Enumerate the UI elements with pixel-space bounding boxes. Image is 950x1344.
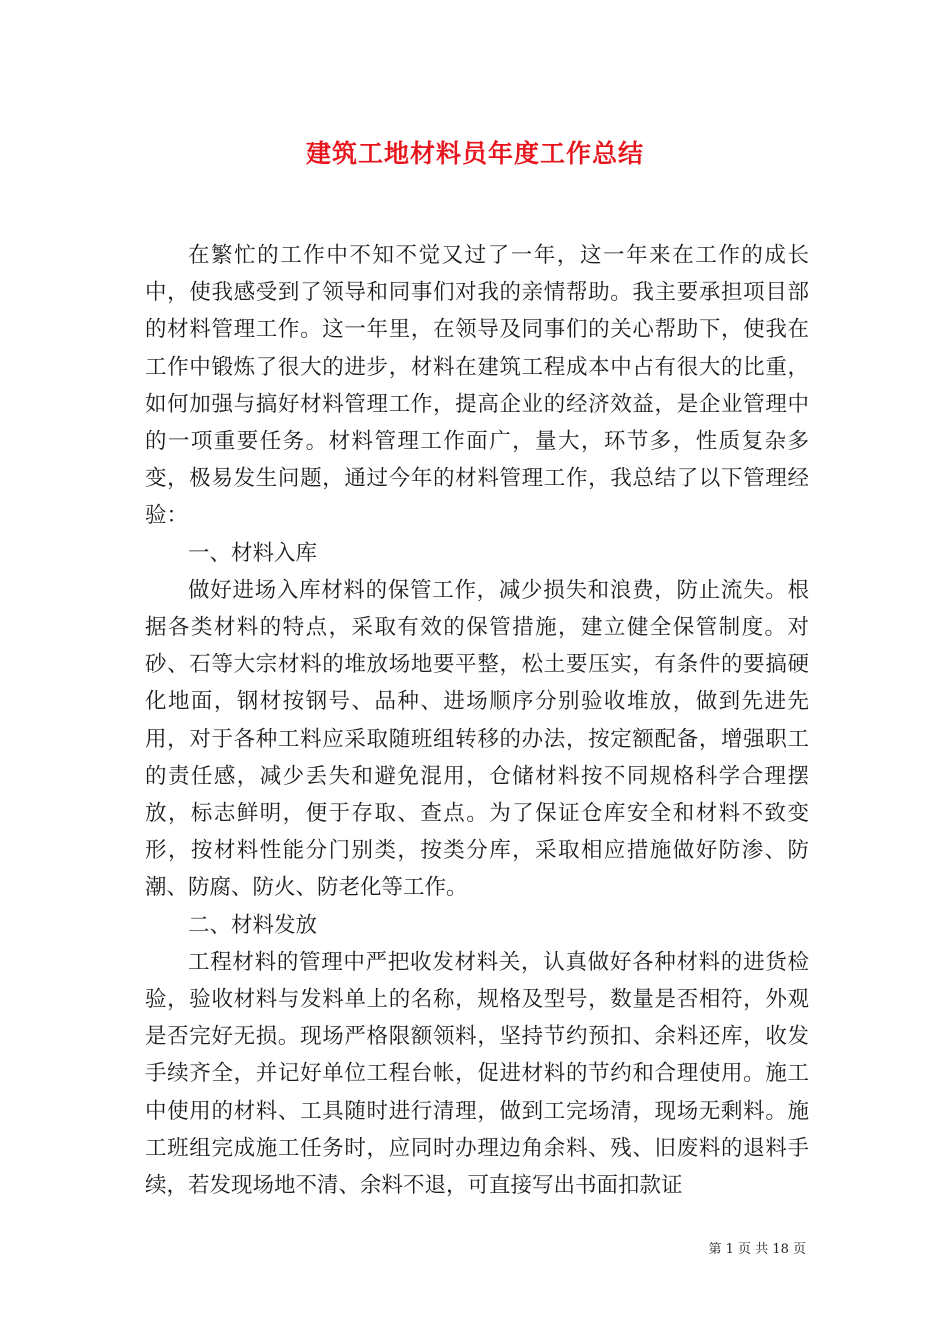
section-heading-2: 二、材料发放	[188, 912, 318, 938]
page-number: 第 1 页 共 18 页	[708, 1242, 806, 1257]
section-heading-1: 一、材料入库	[188, 540, 318, 566]
paragraph-intro: 在繁忙的工作中不知不觉又过了一年，这一年来在工作的成长中，使我感受到了领导和同事们对我的亲情帮助。我主要承担项目部的材料管理工作。这一年里，在领导及同事们的关心帮助下，使我在工作中锻炼了很大的进步，材料在建筑工程成本中占有很大的比重，如何加强与搞好材料管理工作，提高企业的经济效益，是企业管理中的一项重要任务。材料管理工作面广，量大，环节多，性质复杂多变，极易发生问题，通过今年的材料管理工作，我总结了以下管理经验：	[145, 243, 809, 529]
document-body	[145, 237, 809, 1204]
document-title: 建筑工地材料员年度工作总结	[305, 139, 644, 168]
paragraph-section-2: 工程材料的管理中严把收发材料关，认真做好各种材料的进货检验，验收材料与发料单上的名称，规格及型号，数量是否相符，外观是否完好无损。现场严格限额领料，坚持节约预扣、余料还库，收发手续齐全，并记好单位工程台帐，促进材料的节约和合理使用。施工中使用的材料、工具随时进行清理，做到工完场清，现场无剩料。施工班组完成施工任务时，应同时办理边角余料、残、旧废料的退料手续，若发现场地不清、余料不退，可直接写出书面扣款证	[145, 949, 809, 1199]
paragraph-section-1: 做好进场入库材料的保管工作，减少损失和浪费，防止流失。根据各类材料的特点，采取有效的保管措施，建立健全保管制度。对砂、石等大宗材料的堆放场地要平整，松土要压实，有条件的要搞硬化地面，钢材按钢号、品种、进场顺序分别验收堆放，做到先进先用，对于各种工料应采取随班组转移的办法，按定额配备，增强职工的责任感，减少丢失和避免混用，仓储材料按不同规格科学合理摆放，标志鲜明，便于存取、查点。为了保证仓库安全和材料不致变形，按材料性能分门别类，按类分库，采取相应措施做好防渗、防潮、防腐、防火、防老化等工作。	[145, 577, 809, 901]
